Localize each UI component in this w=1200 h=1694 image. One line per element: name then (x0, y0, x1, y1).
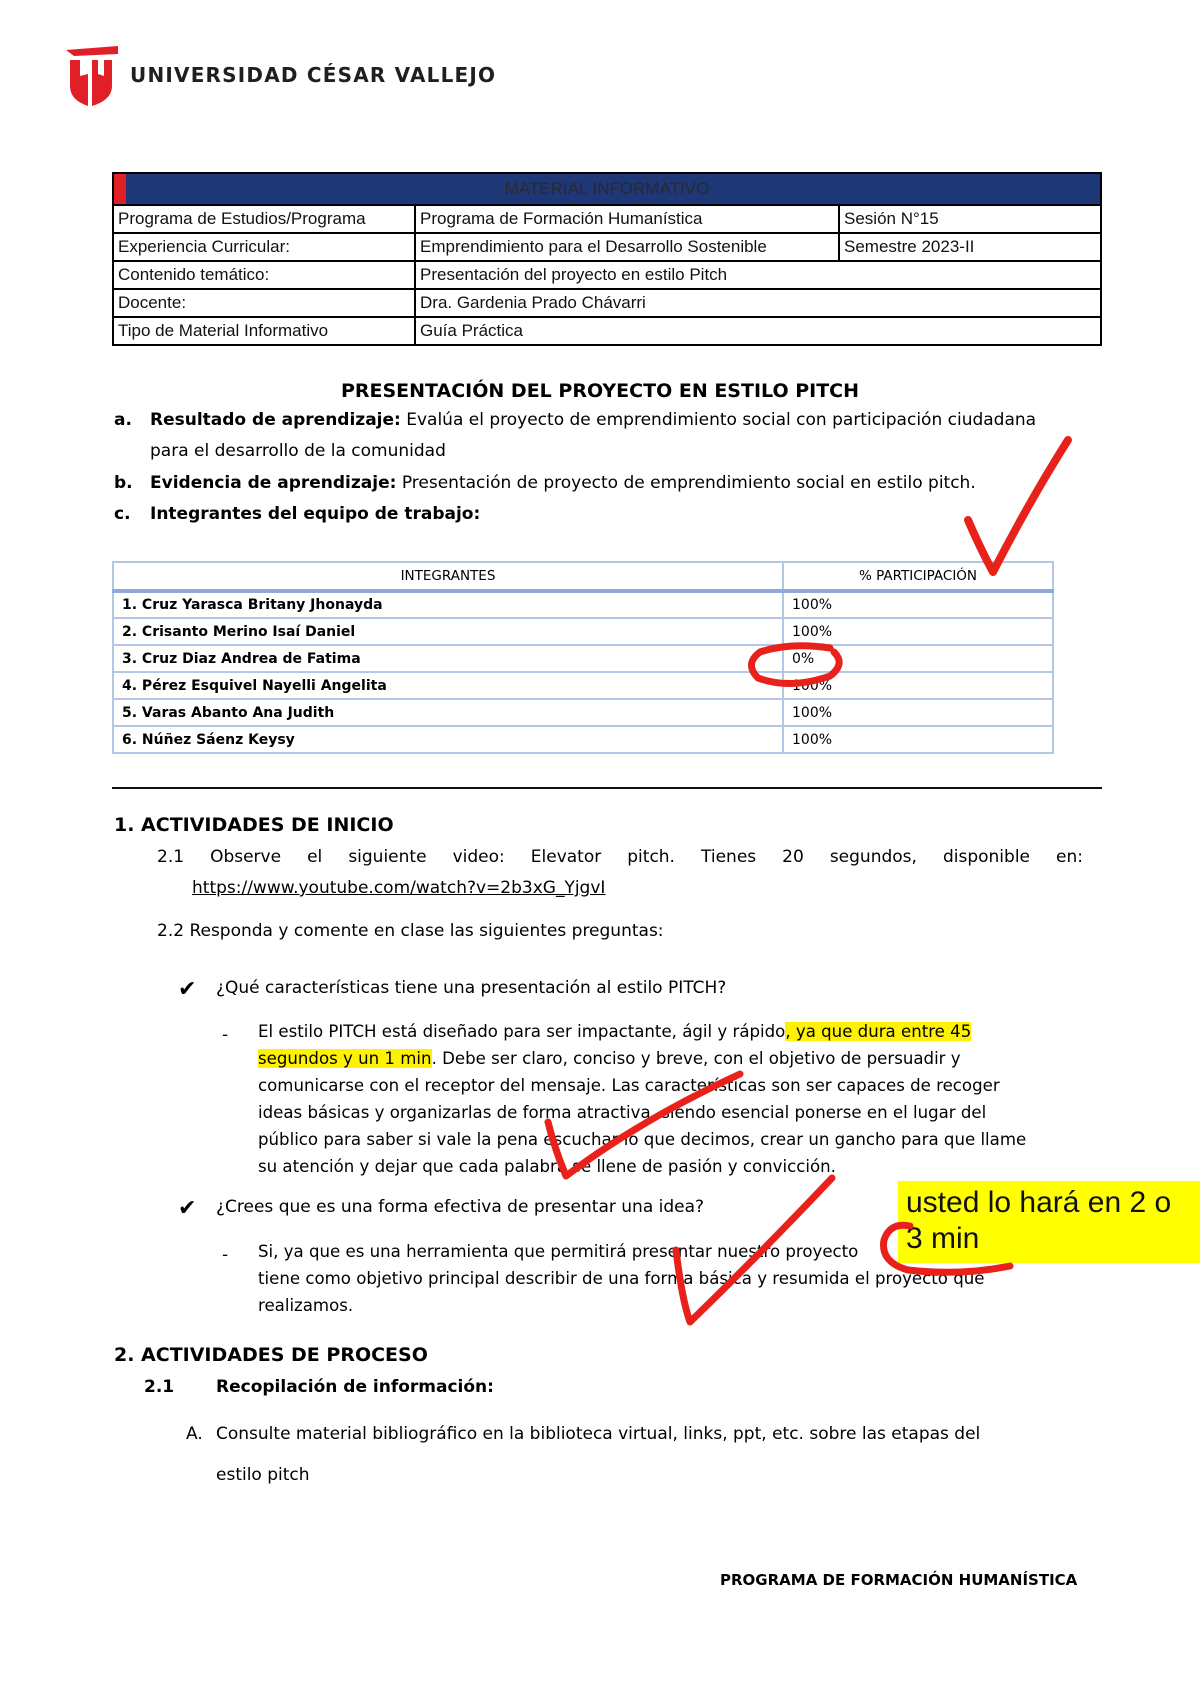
member-pct: 100% (783, 672, 1053, 699)
annotation-note (898, 1181, 1200, 1263)
info-label: Docente: (113, 289, 415, 317)
dash-bullet: - (222, 1025, 229, 1045)
subsection-number: 2.1 (144, 1377, 175, 1397)
answer-2-line: tiene como objetivo principal describir de una forma básica y resumida el proyecto que (258, 1269, 985, 1288)
university-name: UNIVERSIDAD CÉSAR VALLEJO (130, 63, 497, 87)
member-pct: 100% (783, 699, 1053, 726)
item-letter: c. (114, 504, 131, 524)
info-row (113, 317, 1101, 345)
member-name: 3. Cruz Diaz Andrea de Fatima (113, 645, 783, 672)
info-extra: Semestre 2023-II (839, 233, 1101, 261)
annotation-line: 3 min (906, 1222, 980, 1255)
member-pct: 100% (783, 726, 1053, 753)
annotation-line: usted lo hará en 2 o (906, 1186, 1172, 1219)
table-row (113, 618, 1053, 645)
question-1: ¿Qué características tiene una presentación al estilo PITCH? (216, 978, 727, 998)
info-band-accent (114, 174, 126, 204)
table-row (113, 672, 1053, 699)
table-row (113, 645, 1053, 672)
item-A-text-cont: estilo pitch (216, 1465, 310, 1485)
member-name: 6. Núñez Sáenz Keysy (113, 726, 783, 753)
item-label: Integrantes del equipo de trabajo: (150, 504, 481, 524)
item-a (114, 405, 1084, 467)
highlighted-text: segundos y un 1 min (258, 1049, 432, 1068)
subsection-label: Recopilación de información: (216, 1377, 494, 1397)
answer-1-line: comunicarse con el receptor del mensaje. Las características son ser capaces de recoger (258, 1076, 1000, 1095)
answer-1 (258, 1018, 1098, 1180)
info-extra: Sesión N°15 (839, 205, 1101, 233)
checkmark-icon: ✔ (178, 977, 197, 1002)
dash-bullet: - (222, 1245, 229, 1265)
item-A (186, 1414, 1086, 1496)
item-text-cont: para el desarrollo de la comunidad (150, 441, 446, 461)
members-table (112, 561, 1054, 754)
info-value: Presentación del proyecto en estilo Pitch (415, 261, 1101, 289)
member-name: 1. Cruz Yarasca Britany Jhonayda (113, 591, 783, 618)
document-title: PRESENTACIÓN DEL PROYECTO EN ESTILO PITCH (340, 380, 860, 402)
item-letter: a. (114, 410, 132, 430)
info-value: Guía Práctica (415, 317, 1101, 345)
info-value: Programa de Formación Humanística (415, 205, 839, 233)
info-value: Emprendimiento para el Desarrollo Sostenible (415, 233, 839, 261)
info-band (113, 173, 1101, 205)
item-text: Evalúa el proyecto de emprendimiento social con participación ciudadana (400, 410, 1037, 430)
subsection-2-1 (144, 1372, 494, 1403)
item-label: Evidencia de aprendizaje: (150, 473, 397, 493)
answer-1-text: El estilo PITCH está diseñado para ser impactante, ágil y rápido (258, 1022, 786, 1041)
item-2-2: 2.2 Responda y comente en clase las siguientes preguntas: (157, 921, 664, 941)
info-label: Tipo de Material Informativo (113, 317, 415, 345)
members-header-name: INTEGRANTES (113, 562, 783, 591)
item-letter: b. (114, 473, 133, 493)
member-name: 5. Varas Abanto Ana Judith (113, 699, 783, 726)
video-link[interactable]: https://www.youtube.com/watch?v=2b3xG_YjgvI (192, 878, 606, 898)
table-row (113, 591, 1053, 618)
info-label: Experiencia Curricular: (113, 233, 415, 261)
member-pct: 100% (783, 591, 1053, 618)
section-divider (112, 787, 1102, 789)
info-label: Programa de Estudios/Programa (113, 205, 415, 233)
info-row (113, 233, 1101, 261)
member-pct: 0% (783, 645, 1053, 672)
answer-1-line: ideas básicas y organizarlas de forma atractiva, siendo esencial ponerse en el lugar del (258, 1103, 987, 1122)
item-letter: A. (186, 1424, 203, 1444)
member-name: 2. Crisanto Merino Isaí Daniel (113, 618, 783, 645)
info-band-title: MATERIAL INFORMATIVO (504, 179, 710, 198)
answer-1-text: . Debe ser claro, conciso y breve, con el objetivo de persuadir y (431, 1049, 961, 1068)
footer-text: PROGRAMA DE FORMACIÓN HUMANÍSTICA (720, 1571, 1078, 1589)
section2-heading: 2. ACTIVIDADES DE PROCESO (114, 1344, 428, 1366)
info-label: Contenido temático: (113, 261, 415, 289)
question-2: ¿Crees que es una forma efectiva de presentar una idea? (216, 1197, 705, 1217)
university-logo-icon (66, 46, 118, 106)
highlighted-text: , ya que dura entre 45 (785, 1022, 972, 1041)
table-row (113, 699, 1053, 726)
item-text: Presentación de proyecto de emprendimiento social en estilo pitch. (396, 473, 976, 493)
section1-heading: 1. ACTIVIDADES DE INICIO (114, 814, 394, 836)
checkmark-icon: ✔ (178, 1196, 197, 1221)
member-name: 4. Pérez Esquivel Nayelli Angelita (113, 672, 783, 699)
info-row (113, 289, 1101, 317)
item-label: Resultado de aprendizaje: (150, 410, 401, 430)
item-A-text: Consulte material bibliográfico en la biblioteca virtual, links, ppt, etc. sobre las etapas del (216, 1424, 981, 1444)
item-2-1: 2.1 Observe el siguiente video: Elevator pitch. Tienes 20 segundos, disponible en: (157, 847, 1083, 867)
answer-1-line: su atención y dejar que cada palabra se llene de pasión y convicción. (258, 1157, 836, 1176)
answer-2-line: realizamos. (258, 1296, 354, 1315)
item-c (114, 499, 1084, 530)
member-pct: 100% (783, 618, 1053, 645)
members-header-pct: % PARTICIPACIÓN (783, 562, 1053, 591)
info-row (113, 261, 1101, 289)
item-b (114, 468, 1084, 499)
answer-2-line: Si, ya que es una herramienta que permitirá presentar nuestro proyecto (258, 1242, 859, 1261)
table-row (113, 726, 1053, 753)
info-table (112, 172, 1102, 346)
info-row (113, 205, 1101, 233)
info-value: Dra. Gardenia Prado Chávarri (415, 289, 1101, 317)
answer-1-line: público para saber si vale la pena escuchar lo que decimos, crear un gancho para que llame (258, 1130, 1027, 1149)
